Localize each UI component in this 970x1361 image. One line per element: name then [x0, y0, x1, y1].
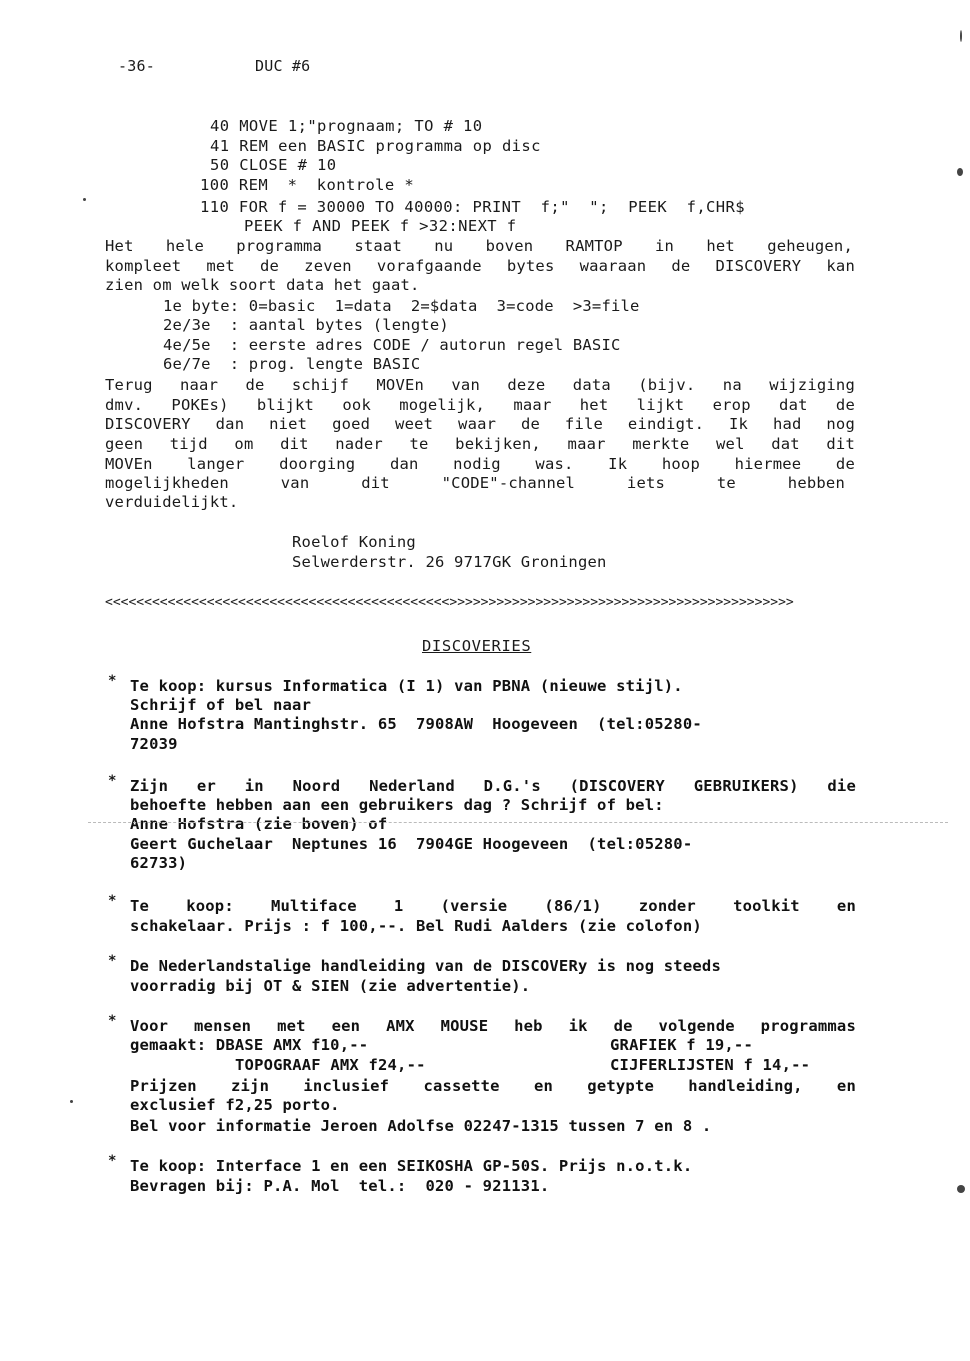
scan-artifact-line: [88, 822, 948, 823]
ad-line: exclusief f2,25 porto.: [130, 1096, 340, 1114]
bullet-icon: *: [108, 773, 117, 789]
paragraph-line: geen tijd om dit nader te bekijken, maar merkte wel dat dit: [105, 435, 855, 453]
ad-line: behoefte hebben aan een gebruikers dag ? Schrijf of bel:: [130, 796, 664, 814]
author-address: Selwerderstr. 26 9717GK Groningen: [292, 553, 607, 571]
byte-list-item: 6e/7e : prog. lengte BASIC: [163, 355, 421, 373]
ad-line: Geert Guchelaar Neptunes 16 7904GE Hoogeveen (tel:05280-: [130, 835, 693, 853]
bullet-icon: *: [108, 893, 117, 909]
paragraph-line: mogelijkheden van dit "CODE"-channel iets te hebben: [105, 474, 845, 492]
paragraph-line: kompleet met de zeven vorafgaande bytes waaraan de DISCOVERY kan: [105, 257, 855, 275]
code-line: 110 FOR f = 30000 TO 40000: PRINT f;" "; PEEK f,CHR$: [200, 198, 745, 216]
paragraph-line: dmv. POKEs) blijkt ook mogelijk, maar het lijkt erop dat de: [105, 396, 855, 414]
ad-line: Anne Hofstra (zie boven) of: [130, 815, 388, 833]
author-name: Roelof Koning: [292, 533, 416, 551]
bullet-icon: *: [108, 1013, 117, 1029]
code-line: 50 CLOSE # 10: [210, 156, 337, 174]
scan-speck: [960, 30, 962, 42]
ad-line: Bevragen bij: P.A. Mol tel.: 020 - 921131.: [130, 1177, 550, 1195]
scan-speck: [83, 198, 86, 201]
bullet-icon: *: [108, 1153, 117, 1169]
ad-line: Anne Hofstra Mantinghstr. 65 7908AW Hoogeveen (tel:05280-: [130, 715, 702, 733]
ad-line: schakelaar. Prijs : f 100,--. Bel Rudi Aalders (zie colofon): [130, 917, 702, 935]
issue-label: DUC #6: [255, 57, 311, 75]
ad-line: 62733): [130, 854, 188, 872]
separator-rule: <<<<<<<<<<<<<<<<<<<<<<<<<<<<<<<<<<<<<<<<<<<<>>>>>>>>>>>>>>>>>>>>>>>>>>>>>>>>>>>>>>>>>>>>: [105, 595, 794, 610]
ad-line: 72039: [130, 735, 178, 753]
paragraph-line: DISCOVERY dan niet goed weet waar de file eindigt. Ik had nog: [105, 415, 855, 433]
code-line: 41 REM een BASIC programma op disc: [210, 137, 541, 155]
byte-list-item: 1e byte: 0=basic 1=data 2=$data 3=code >3=file: [163, 297, 640, 315]
paragraph-line: verduidelijkt.: [105, 493, 239, 511]
section-title: DISCOVERIES: [422, 637, 532, 655]
bullet-icon: *: [108, 953, 117, 969]
ad-line: TOPOGRAAF AMX f24,--: [235, 1056, 426, 1074]
scan-speck: [957, 168, 963, 176]
ad-line: Te koop: Multiface 1 (versie (86/1) zonder toolkit en: [130, 897, 856, 915]
paragraph-line: MOVEn langer doorging dan nodig was. Ik hoop hiermee de: [105, 455, 855, 473]
ad-line: voorradig bij OT & SIEN (zie advertentie).: [130, 977, 531, 995]
ad-line: De Nederlandstalige handleiding van de DISCOVERy is nog steeds: [130, 957, 721, 975]
paragraph-line: zien om welk soort data het gaat.: [105, 276, 420, 294]
ad-line: Te koop: Interface 1 en een SEIKOSHA GP-50S. Prijs n.o.t.k.: [130, 1157, 693, 1175]
scan-speck: [70, 1100, 73, 1103]
ad-line: Schrijf of bel naar: [130, 696, 312, 714]
scan-speck: [957, 1185, 965, 1193]
paragraph-line: Terug naar de schijf MOVEn van deze data (bijv. na wijziging: [105, 376, 855, 394]
bullet-icon: *: [108, 673, 117, 689]
ad-line: Prijzen zijn inclusief cassette en getypte handleiding, en: [130, 1077, 856, 1095]
code-line: 40 MOVE 1;"prognaam; TO # 10: [210, 117, 483, 135]
ad-line: Voor mensen met een AMX MOUSE heb ik de volgende programmas: [130, 1017, 856, 1035]
ad-line: CIJFERLIJSTEN f 14,--: [610, 1056, 811, 1074]
code-line: PEEK f AND PEEK f >32:NEXT f: [244, 217, 517, 235]
ad-line: Te koop: kursus Informatica (I 1) van PBNA (nieuwe stijl).: [130, 677, 683, 695]
byte-list-item: 2e/3e : aantal bytes (lengte): [163, 316, 449, 334]
ad-line: Zijn er in Noord Nederland D.G.'s (DISCOVERY GEBRUIKERS) die: [130, 777, 856, 795]
byte-list-item: 4e/5e : eerste adres CODE / autorun regel BASIC: [163, 336, 621, 354]
paragraph-line: Het hele programma staat nu boven RAMTOP in het geheugen,: [105, 237, 853, 255]
ad-line: GRAFIEK f 19,--: [610, 1036, 753, 1054]
ad-line: Bel voor informatie Jeroen Adolfse 02247-1315 tussen 7 en 8 .: [130, 1117, 712, 1135]
ad-line: gemaakt: DBASE AMX f10,--: [130, 1036, 369, 1054]
page-number: -36-: [118, 57, 155, 75]
code-line: 100 REM * kontrole *: [200, 176, 415, 194]
